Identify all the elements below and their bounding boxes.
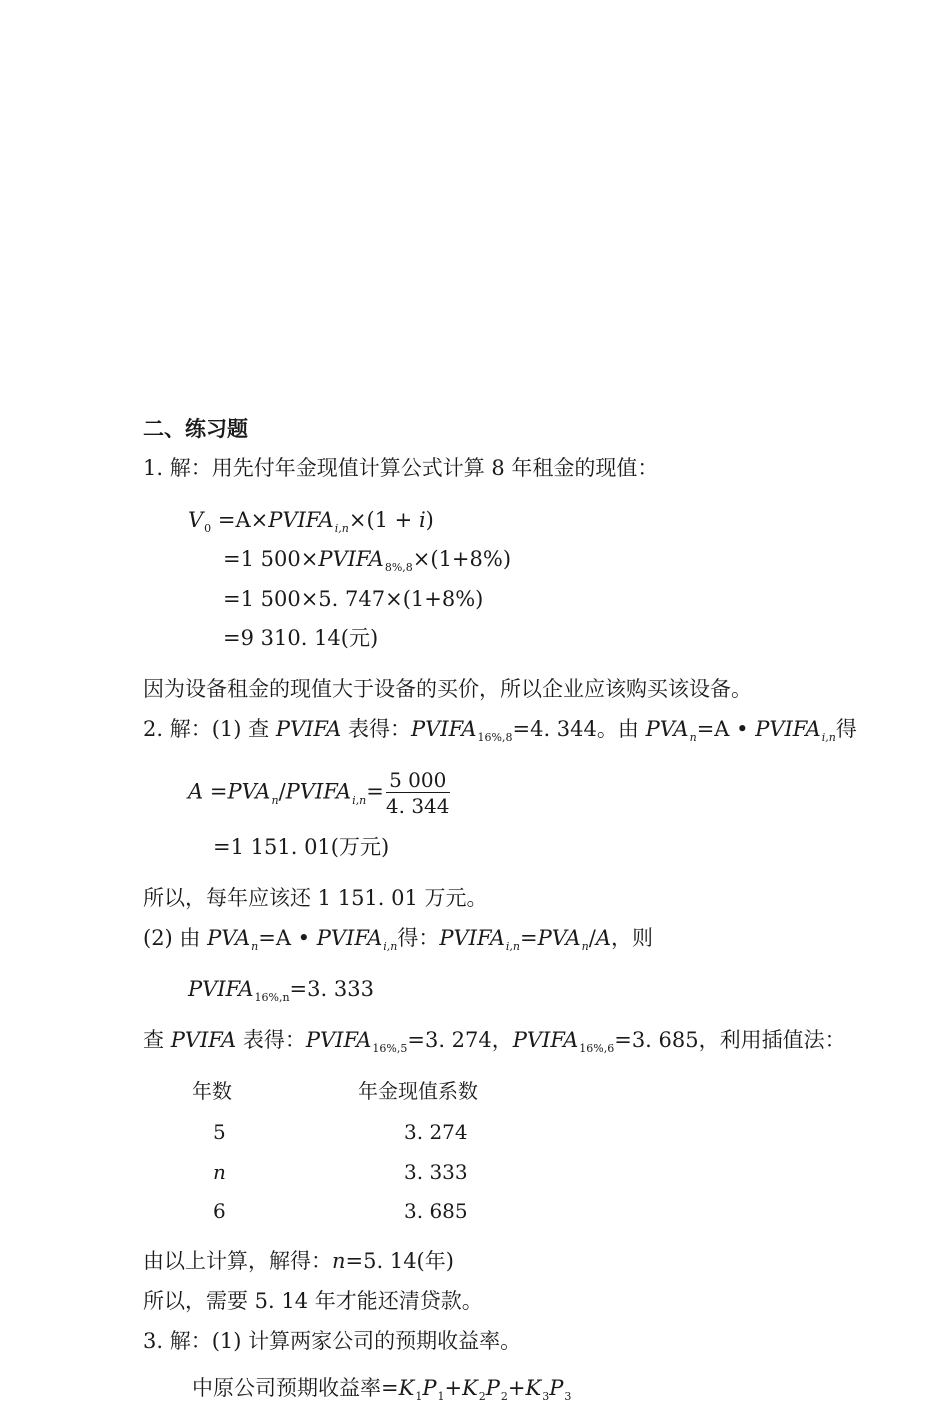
eq-term: PVIFA — [285, 779, 352, 804]
text-run: 表得： — [236, 1028, 306, 1052]
q3-equation — [192, 1376, 572, 1403]
q1-conclusion: 因为设备租金的现值大于设备的买价，所以企业应该购买该设备。 — [143, 677, 752, 701]
eq-subscript: n — [689, 731, 697, 744]
q1-equation-3: =1 500×5. 747×(1+8%) — [223, 587, 484, 611]
eq-term: =3. 333 — [289, 977, 374, 1001]
fraction — [386, 770, 450, 816]
table-header-factor: 年金现值系数 — [358, 1079, 478, 1103]
q2-equation-b: =1 151. 01(万元) — [213, 835, 390, 859]
eq-subscript: i,n — [821, 731, 836, 744]
q2-line-1 — [143, 717, 857, 744]
q2-lookup — [143, 1028, 846, 1055]
eq-term: K — [398, 1376, 415, 1400]
eq-subscript: i,n — [334, 522, 349, 535]
table-cell: 5 — [213, 1120, 226, 1144]
eq-term: i — [418, 508, 426, 532]
eq-term: =A× — [211, 508, 269, 532]
fraction-denominator: 4. 344 — [385, 794, 450, 818]
eq-term: PVIFA — [305, 1028, 372, 1052]
text-run: = — [520, 926, 538, 950]
q1-equation-1 — [188, 508, 434, 535]
eq-subscript: 3 — [542, 1390, 550, 1403]
eq-subscript: 1 — [415, 1390, 423, 1403]
eq-term: P — [422, 1376, 437, 1400]
eq-term: PVIFA — [316, 926, 383, 950]
text-run: 查 — [143, 1028, 171, 1052]
eq-subscript: i,n — [383, 940, 398, 953]
q1-equation-2 — [223, 547, 512, 574]
eq-term: PVA — [227, 779, 271, 804]
text-run: 得 — [835, 717, 857, 741]
q1-intro: 1. 解：用先付年金现值计算公式计算 8 年租金的现值： — [143, 456, 659, 480]
eq-term: PVA — [645, 717, 689, 741]
text-run: 得： — [397, 926, 440, 950]
eq-subscript: 16%,8 — [477, 731, 513, 744]
q2-solve — [143, 1251, 454, 1272]
eq-subscript: 16%,6 — [579, 1042, 615, 1055]
eq-subscript: i,n — [505, 940, 520, 953]
text-run: =A • — [696, 717, 756, 741]
table-cell: 6 — [213, 1199, 226, 1223]
eq-term: PVIFA — [512, 1028, 579, 1052]
section-heading: 二、练习题 — [143, 416, 248, 441]
eq-subscript: 2 — [500, 1390, 508, 1403]
q2-conclusion-1: 所以，每年应该还 1 151. 01 万元。 — [143, 886, 488, 910]
eq-term: =1 500× — [223, 547, 319, 571]
eq-term: V — [188, 508, 204, 532]
text-run: 中原公司预期收益率= — [192, 1376, 399, 1400]
eq-term: K — [462, 1376, 478, 1400]
eq-term: A = — [188, 779, 228, 804]
text-run: =4. 344。由 — [512, 717, 646, 741]
eq-subscript: 1 — [437, 1390, 445, 1403]
eq-term: P — [485, 1376, 500, 1400]
eq-term: PVIFA — [170, 1028, 237, 1052]
q2-equation-a — [188, 770, 450, 816]
eq-subscript: 3 — [564, 1390, 572, 1403]
eq-term: PVIFA — [275, 717, 342, 741]
eq-term: ×(1+8%) — [412, 547, 512, 571]
eq-subscript: 16%,5 — [372, 1042, 408, 1055]
eq-subscript: i,n — [352, 793, 367, 807]
eq-subscript: 2 — [478, 1390, 486, 1403]
q2-part-2 — [143, 926, 653, 953]
eq-subscript: n — [251, 940, 259, 953]
q1-equation-4: =9 310. 14(元) — [223, 626, 379, 650]
q3-intro: 3. 解：(1) 计算两家公司的预期收益率。 — [143, 1329, 522, 1353]
eq-term: n — [332, 1249, 346, 1273]
text-run: / — [588, 926, 596, 950]
eq-subscript: 0 — [204, 522, 212, 535]
eq-term: + — [507, 1376, 526, 1400]
text-run: =A • — [258, 926, 317, 950]
q2-equation-c — [188, 977, 374, 1004]
eq-subscript: 16%,n — [254, 991, 290, 1004]
eq-term: PVA — [207, 926, 251, 950]
eq-subscript: n — [581, 940, 589, 953]
fraction-numerator: 5 000 — [386, 770, 450, 793]
eq-term: K — [525, 1376, 542, 1400]
eq-term: PVIFA — [439, 926, 505, 950]
text-run: (2) 由 — [143, 926, 208, 950]
eq-term: PVIFA — [411, 717, 477, 741]
text-run: =3. 685，利用插值法： — [614, 1028, 846, 1052]
eq-term: ) — [425, 508, 434, 532]
table-header-years: 年数 — [192, 1079, 232, 1103]
text-run: 2. 解：(1) 查 — [143, 717, 276, 741]
table-cell: 3. 333 — [404, 1160, 468, 1184]
eq-subscript: 8%,8 — [384, 561, 413, 574]
eq-term: / — [278, 779, 286, 804]
eq-term: A — [595, 926, 611, 950]
eq-term: PVIFA — [755, 717, 821, 741]
eq-term: = — [366, 779, 384, 804]
text-run: =5. 14(年) — [345, 1249, 454, 1273]
text-run: =3. 274， — [407, 1028, 513, 1052]
table-cell: 3. 274 — [404, 1120, 468, 1144]
table-cell: n — [213, 1160, 226, 1184]
eq-term: P — [549, 1376, 564, 1400]
eq-term: ×(1 + — [348, 508, 419, 532]
text-run: 由以上计算，解得： — [143, 1249, 332, 1273]
eq-term: PVIFA — [268, 508, 334, 532]
eq-term: PVIFA — [318, 547, 384, 571]
q2-conclusion-2: 所以，需要 5. 14 年才能还清贷款。 — [143, 1289, 483, 1313]
eq-term: + — [444, 1376, 463, 1400]
eq-term: PVA — [537, 926, 581, 950]
text-run: 表得： — [341, 717, 412, 741]
eq-subscript: n — [271, 793, 279, 807]
table-cell: 3. 685 — [404, 1199, 468, 1223]
eq-term: PVIFA — [188, 977, 254, 1001]
text-run: ，则 — [611, 926, 653, 950]
